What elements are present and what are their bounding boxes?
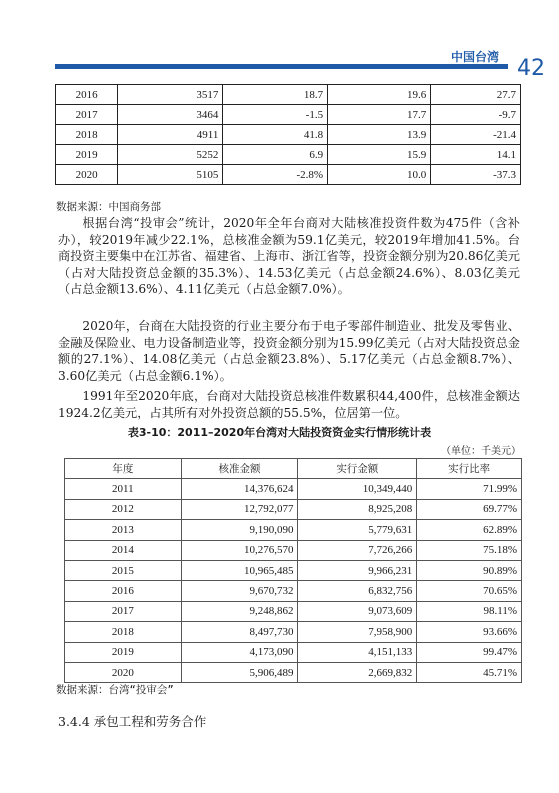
table-cell: 3464 bbox=[118, 105, 223, 125]
table-cell: 2011 bbox=[65, 479, 182, 499]
table-cell: 41.8 bbox=[223, 125, 328, 145]
table-row bbox=[65, 622, 522, 642]
table-cell: 5,779,631 bbox=[298, 520, 417, 540]
table-cell: 2013 bbox=[65, 520, 182, 540]
table-cell: 2014 bbox=[65, 540, 182, 560]
table-cell: 7,726,266 bbox=[298, 540, 417, 560]
header-approved: 核准金额 bbox=[181, 459, 298, 479]
table-cell: 12,792,077 bbox=[181, 499, 298, 519]
table-cell: 14,376,624 bbox=[181, 479, 298, 499]
table-cell: 2016 bbox=[56, 85, 118, 105]
table-cell: 17.7 bbox=[328, 105, 431, 125]
table-cell: 2020 bbox=[56, 165, 118, 185]
table-cell: 93.66% bbox=[417, 622, 522, 642]
table-title: 表3-10：2011–2020年台湾对大陆投资资金实行情形统计表 bbox=[127, 426, 432, 439]
table-cell: 2019 bbox=[65, 642, 182, 662]
top-table-source: 数据来源：中国商务部 bbox=[56, 201, 161, 213]
table-cell: 19.6 bbox=[328, 85, 431, 105]
table-cell: 7,958,900 bbox=[298, 622, 417, 642]
table-cell: 13.9 bbox=[328, 125, 431, 145]
table-cell: 2012 bbox=[65, 499, 182, 519]
table-row bbox=[65, 520, 522, 540]
table-cell: 2020 bbox=[65, 662, 182, 682]
table-row bbox=[65, 540, 522, 560]
capital-implementation-table bbox=[64, 458, 522, 683]
table-cell: 10,349,440 bbox=[298, 479, 417, 499]
table-cell: 2019 bbox=[56, 145, 118, 165]
table-cell: 98.11% bbox=[417, 601, 522, 621]
table-cell: 5105 bbox=[118, 165, 223, 185]
table-row bbox=[65, 560, 522, 580]
table-cell: -9.7 bbox=[431, 105, 521, 125]
header-title: 中国台湾 bbox=[450, 50, 499, 64]
table-cell: 9,670,732 bbox=[181, 581, 298, 601]
table-cell: 9,073,609 bbox=[298, 601, 417, 621]
table-cell: 9,248,862 bbox=[181, 601, 298, 621]
table-cell: 99.47% bbox=[417, 642, 522, 662]
table-cell: 2,669,832 bbox=[298, 662, 417, 682]
table-row bbox=[56, 145, 521, 165]
table-row bbox=[65, 642, 522, 662]
table-cell: -21.4 bbox=[431, 125, 521, 145]
table-row bbox=[65, 581, 522, 601]
header-bar bbox=[55, 64, 508, 69]
table-cell: 2017 bbox=[65, 601, 182, 621]
table-cell: 8,497,730 bbox=[181, 622, 298, 642]
table-cell: 9,190,090 bbox=[181, 520, 298, 540]
table-cell: 2018 bbox=[56, 125, 118, 145]
table-cell: 4911 bbox=[118, 125, 223, 145]
section-heading: 3.4.4 承包工程和劳务合作 bbox=[58, 714, 207, 729]
table-row bbox=[56, 165, 521, 185]
table-cell: 90.89% bbox=[417, 560, 522, 580]
table-row bbox=[65, 601, 522, 621]
table-cell: 45.71% bbox=[417, 662, 522, 682]
table-row bbox=[65, 499, 522, 519]
table-row bbox=[65, 479, 522, 499]
table-cell: 71.99% bbox=[417, 479, 522, 499]
table-cell: -1.5 bbox=[223, 105, 328, 125]
table-cell: 69.77% bbox=[417, 499, 522, 519]
investment-table-continued bbox=[55, 84, 521, 185]
table-cell: 62.89% bbox=[417, 520, 522, 540]
table-cell: 2015 bbox=[65, 560, 182, 580]
table-unit: （单位：千美元） bbox=[441, 446, 521, 457]
paragraph-2: 2020年，台商在大陆投资的行业主要分布于电子零部件制造业、批发及零售业、金融及保险业、电力设备制造业等，投资金额分别为15.99亿美元（占对大陆投资总金额的27.1%）、14.08亿美元（占总金额23.8%）、5.17亿美元（占总金额8.7%）、3.60亿美元（占总金额6.1%）。 bbox=[58, 319, 520, 383]
table-cell: 5,906,489 bbox=[181, 662, 298, 682]
table-cell: 70.65% bbox=[417, 581, 522, 601]
table-cell: 6.9 bbox=[223, 145, 328, 165]
header-implemented: 实行金额 bbox=[298, 459, 417, 479]
table-cell: 4,173,090 bbox=[181, 642, 298, 662]
table-cell: 5252 bbox=[118, 145, 223, 165]
paragraph-1: 根据台湾“投审会”统计，2020年全年台商对大陆核准投资件数为475件（含补办），较2019年减少22.1%，总核准金额为59.1亿美元，较2019年增加41.5%。台商投资主要集中在江苏省、福建省、上海市、浙江省等，投资金额分别为20.86亿美元（占对大陆投资总金额的35.3%）、14.53亿美元（占总金额24.6%）、8.03亿美元（占总金额13.6%）、4.11亿美元（占总金额7.0%）。 bbox=[58, 216, 520, 297]
table-cell: 27.7 bbox=[431, 85, 521, 105]
table-cell: 10,276,570 bbox=[181, 540, 298, 560]
table-cell: 9,966,231 bbox=[298, 560, 417, 580]
table-row bbox=[56, 85, 521, 105]
table-cell: 14.1 bbox=[431, 145, 521, 165]
main-table-source: 数据来源：台湾“投审会” bbox=[56, 684, 174, 696]
table-row bbox=[65, 662, 522, 682]
table-cell: -2.8% bbox=[223, 165, 328, 185]
table-cell: 8,925,208 bbox=[298, 499, 417, 519]
table-cell: 3517 bbox=[118, 85, 223, 105]
table-row bbox=[56, 125, 521, 145]
table-cell: 10,965,485 bbox=[181, 560, 298, 580]
table-cell: 2016 bbox=[65, 581, 182, 601]
table-cell: 6,832,756 bbox=[298, 581, 417, 601]
table-row bbox=[56, 105, 521, 125]
table-cell: 75.18% bbox=[417, 540, 522, 560]
table-cell: 2018 bbox=[65, 622, 182, 642]
page-number: 42 bbox=[517, 56, 545, 81]
table-header-row bbox=[65, 459, 522, 479]
paragraph-3: 1991年至2020年底，台商对大陆投资总核准件数累积44,400件，总核准金额达1924.2亿美元，占其所有对外投资总额的55.5%，位居第一位。 bbox=[58, 389, 520, 420]
table-cell: 15.9 bbox=[328, 145, 431, 165]
table-cell: -37.3 bbox=[431, 165, 521, 185]
table-cell: 4,151,133 bbox=[298, 642, 417, 662]
header-ratio: 实行比率 bbox=[417, 459, 522, 479]
table-cell: 10.0 bbox=[328, 165, 431, 185]
table-cell: 2017 bbox=[56, 105, 118, 125]
header-year: 年度 bbox=[65, 459, 182, 479]
table-cell: 18.7 bbox=[223, 85, 328, 105]
